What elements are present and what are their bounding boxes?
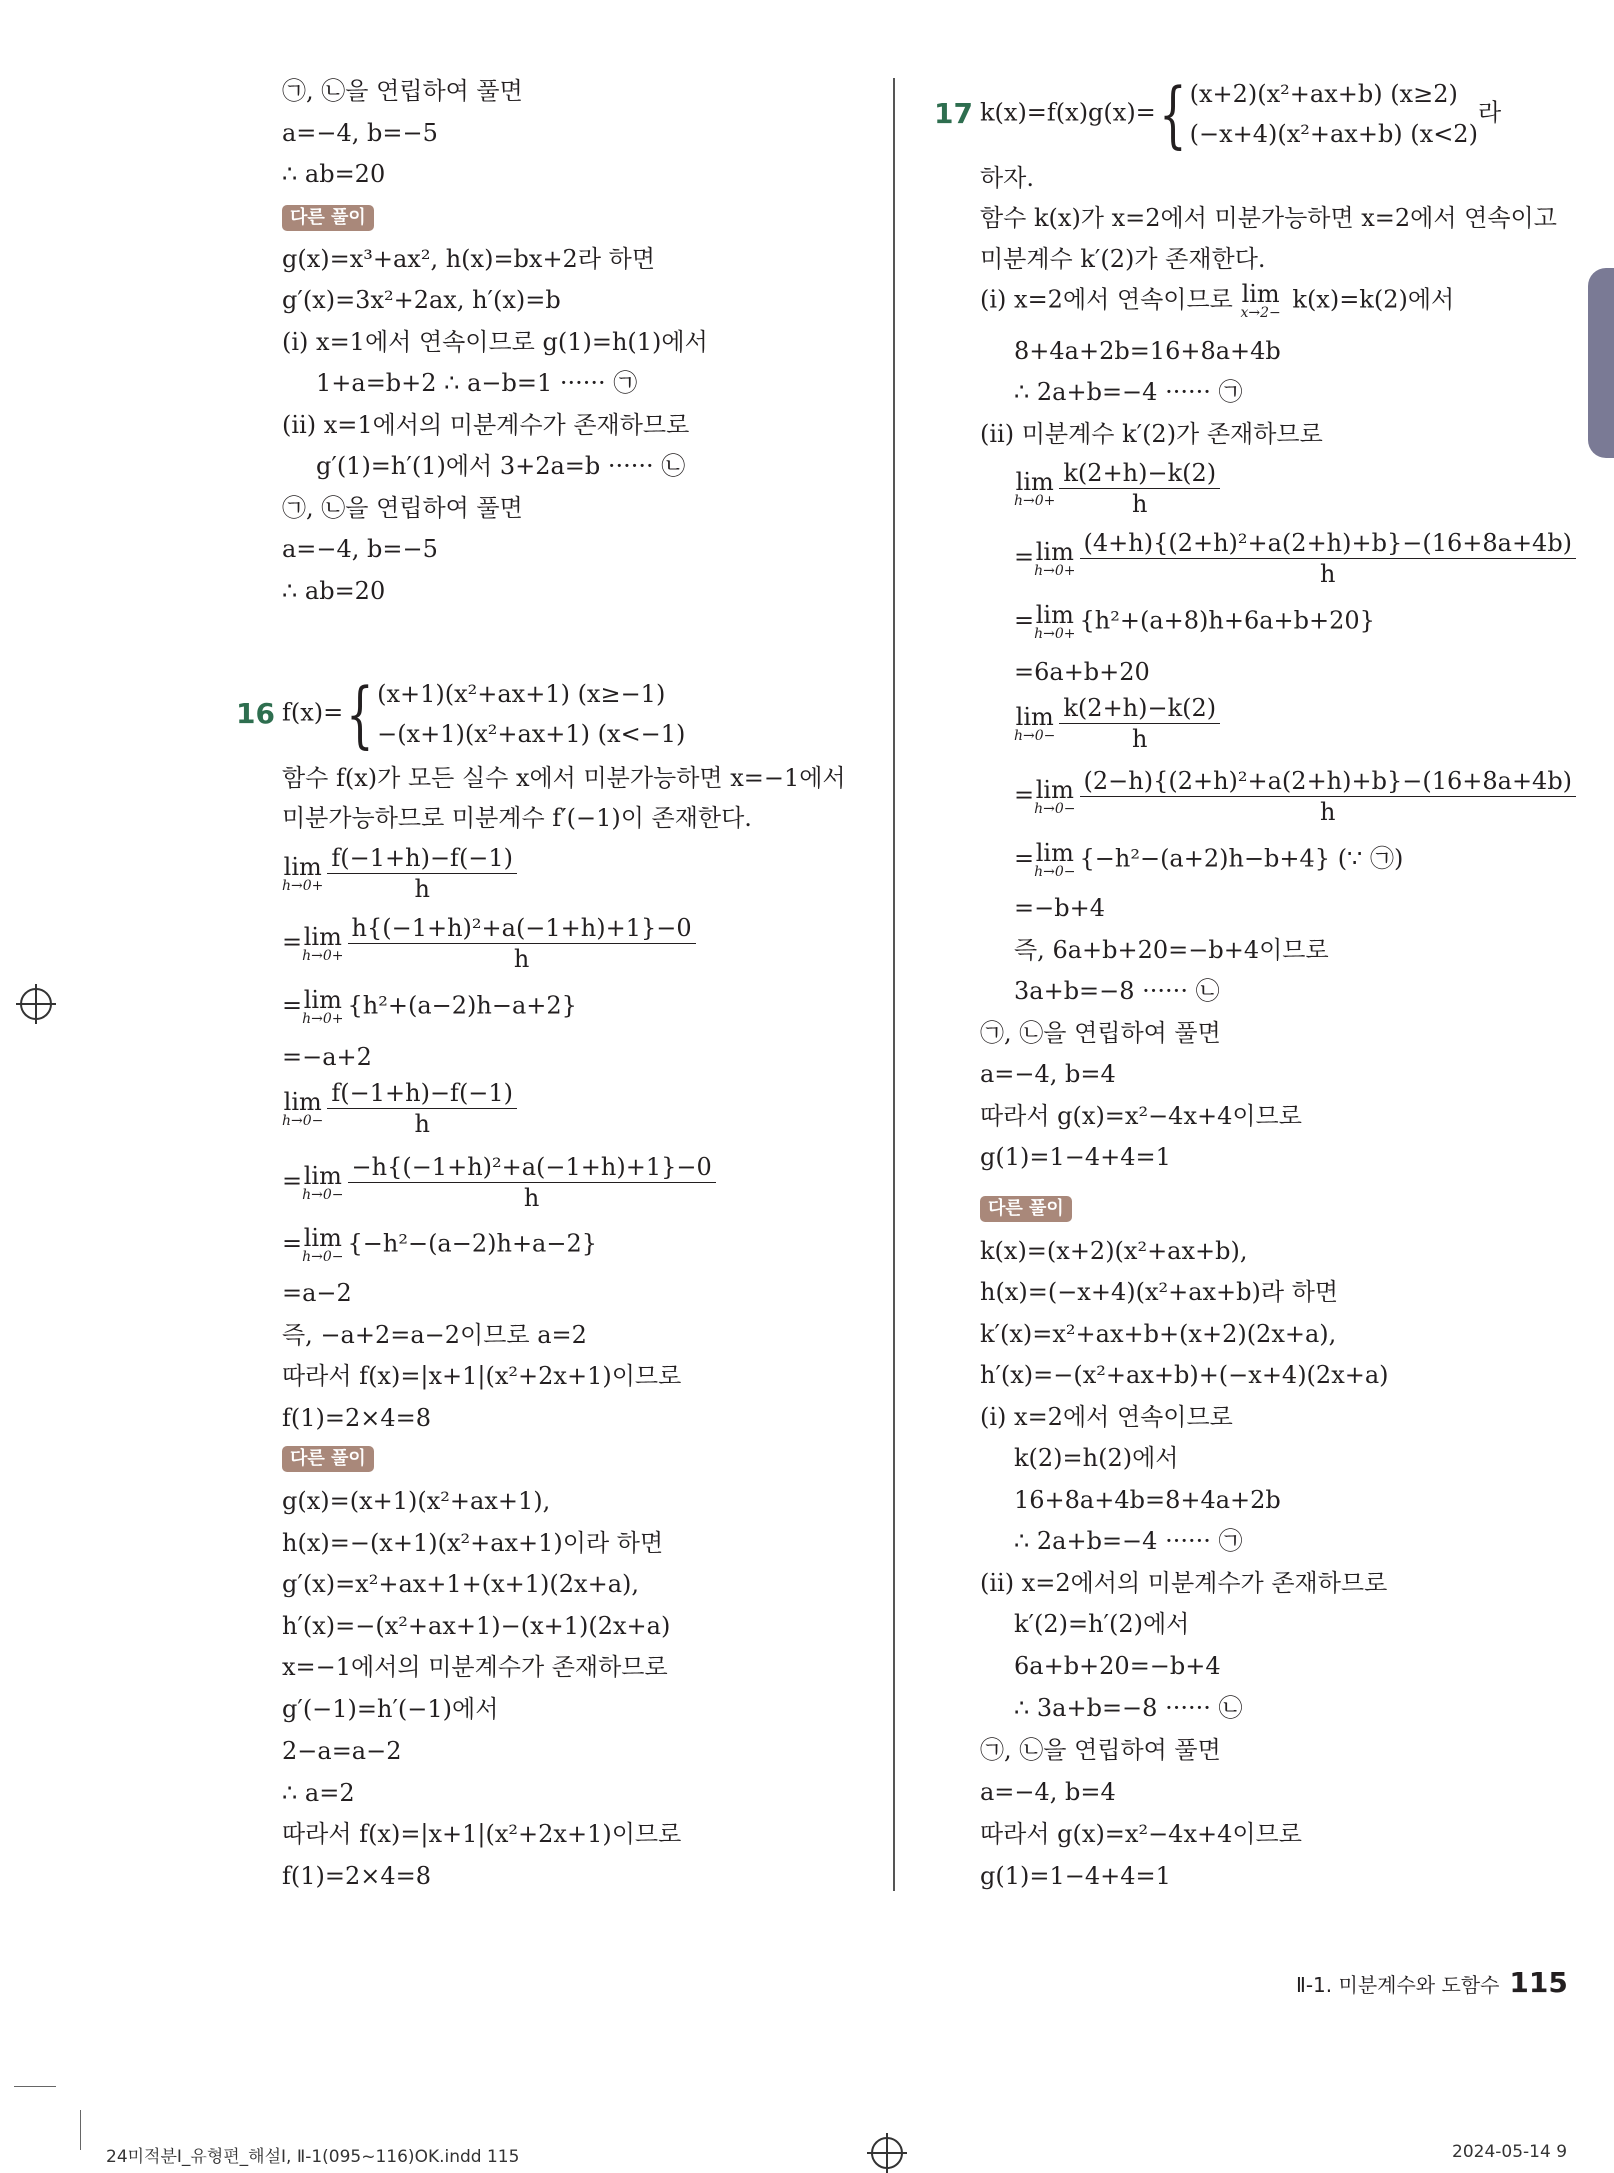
- limit-row: =lim h→0+ $\frac{\text{h\{(−1+h)²+a(−1+h)+1\}−0}}{h}$: [282, 913, 696, 974]
- function-lhs: f(x)=: [282, 698, 344, 727]
- text-line: a=−4, b=−5: [282, 535, 438, 563]
- limit-row: =lim h→0+ {h²+(a+8)h+6a+b+20}: [1014, 601, 1375, 642]
- limit: lim x→2−: [1240, 280, 1281, 321]
- limit-row: =lim h→0− {−h²−(a−2)h+a−2}: [282, 1224, 598, 1265]
- text-line: 16+8a+4b=8+4a+2b: [1014, 1486, 1281, 1514]
- text-line: k(2)=h(2)에서: [1014, 1444, 1179, 1472]
- case-line: (−x+4)(x²+ax+b) (x<2): [1189, 120, 1478, 148]
- limit: lim h→0−: [302, 1224, 344, 1265]
- text-line: g′(−1)=h′(−1)에서: [282, 1695, 499, 1723]
- text-line: ∴ 3a+b=−8 ······ ㉡: [1014, 1694, 1243, 1722]
- fraction: $\frac{k(2+h)-k(2)}{h}$: [1059, 458, 1220, 519]
- text-line: 따라서 g(x)=x²−4x+4이므로: [980, 1820, 1302, 1848]
- text-line: 따라서 f(x)=|x+1|(x²+2x+1)이므로: [282, 1362, 682, 1390]
- limit: lim h→0+: [302, 922, 344, 964]
- text-line: ∴ 2a+b=−4 ······ ㉠: [1014, 378, 1243, 406]
- text-line: ㉠, ㉡을 연립하여 풀면: [980, 1019, 1221, 1047]
- limit-row: =lim h→0− $\frac{\text{−h\{(−1+h)²+a(−1+h)+1\}−0}}{h}$: [282, 1152, 716, 1213]
- limit: lim h→0−: [302, 1161, 344, 1203]
- text-line: ㉠, ㉡을 연립하여 풀면: [282, 494, 523, 522]
- limit-row: [1014, 693, 1220, 754]
- text-line: 함수 k(x)가 x=2에서 미분가능하면 x=2에서 연속이고: [980, 204, 1557, 232]
- text-line: ∴ 2a+b=−4 ······ ㉠: [1014, 1527, 1243, 1555]
- text-line: (ⅰ) x=2에서 연속이므로: [980, 1403, 1233, 1431]
- limit: lim h→0+: [282, 852, 324, 894]
- text-line: a=−4, b=−5: [282, 119, 438, 147]
- print-date: 2024-05-14 9: [1452, 2142, 1568, 2162]
- text-line: ∴ ab=20: [282, 577, 386, 605]
- cases: [1190, 74, 1478, 154]
- text-line: =−b+4: [1014, 894, 1105, 922]
- limit: lim h→0−: [282, 1087, 324, 1129]
- case-line: (x+1)(x²+ax+1) (x≥−1): [377, 680, 666, 708]
- section-title: Ⅱ-1. 미분계수와 도함수: [1296, 1973, 1500, 1997]
- text-line: a=−4, b=4: [980, 1778, 1116, 1806]
- limit-row: (ⅰ) x=2에서 연속이므로 lim x→2− k(x)=k(2)에서: [980, 280, 1455, 321]
- limit: lim h→0+: [302, 986, 344, 1027]
- text-line: h′(x)=−(x²+ax+1)−(x+1)(2x+a): [282, 1612, 671, 1640]
- piecewise-definition: [282, 674, 685, 754]
- text-line: f(1)=2×4=8: [282, 1404, 432, 1432]
- text-line: 미분계수 k′(2)가 존재한다.: [980, 245, 1266, 273]
- text-line: 즉, 6a+b+20=−b+4이므로: [1014, 936, 1329, 964]
- question-number: 17: [934, 97, 973, 130]
- text-line: ∴ a=2: [282, 1779, 355, 1807]
- question-number: 16: [236, 697, 275, 730]
- text-line: h′(x)=−(x²+ax+b)+(−x+4)(2x+a): [980, 1361, 1389, 1389]
- alt-solution-badge: 다른 풀이: [980, 1196, 1072, 1222]
- limit-row: [282, 843, 517, 904]
- limit-row: =lim h→0+ {h²+(a−2)h−a+2}: [282, 986, 577, 1027]
- text-line: a=−4, b=4: [980, 1060, 1116, 1088]
- file-slug: 24미적분Ⅰ_유형편_해설Ⅰ, Ⅱ-1(095~116)OK.indd 115: [106, 2147, 520, 2167]
- limit: lim h→0+: [1014, 467, 1056, 509]
- text-line: k′(x)=x²+ax+b+(x+2)(2x+a),: [980, 1320, 1337, 1348]
- page-footer: [1296, 1966, 1568, 1999]
- limit-row: =lim h→0+ $\frac{\text{(4+h)\{(2+h)²+a(2+h)+b\}−(16+8a+4b)}}{h}$: [1014, 528, 1576, 589]
- text-line: g′(x)=x²+ax+1+(x+1)(2x+a),: [282, 1570, 639, 1598]
- text-line: 8+4a+2b=16+8a+4b: [1014, 337, 1281, 365]
- cases: [377, 674, 685, 754]
- text-line: g(1)=1−4+4=1: [980, 1862, 1171, 1890]
- brace-symbol: {: [346, 672, 374, 756]
- text-line: g′(x)=3x²+2ax, h′(x)=b: [282, 286, 561, 314]
- text-line: 6a+b+20=−b+4: [1014, 1652, 1221, 1680]
- text-line: g(x)=(x+1)(x²+ax+1),: [282, 1487, 551, 1515]
- registration-mark: [871, 2137, 903, 2169]
- limit: lim h→0+: [1034, 537, 1076, 579]
- text-line: h(x)=(−x+4)(x²+ax+b)라 하면: [980, 1278, 1339, 1306]
- registration-mark: [20, 988, 52, 1020]
- limit-row: =lim h→0− {−h²−(a+2)h−b+4} (∵ ㉠): [1014, 839, 1404, 880]
- limit: lim h→0+: [1034, 601, 1076, 642]
- text-line: k(x)=(x+2)(x²+ax+b),: [980, 1237, 1248, 1265]
- text-line: (ⅱ) 미분계수 k′(2)가 존재하므로: [980, 420, 1323, 448]
- case-line: −(x+1)(x²+ax+1) (x<−1): [377, 720, 686, 748]
- text-line: ∴ ab=20: [282, 160, 386, 188]
- text-line: 즉, −a+2=a−2이므로 a=2: [282, 1321, 587, 1349]
- text-line: g′(1)=h′(1)에서 3+2a=b ······ ㉡: [316, 452, 686, 480]
- fraction: $\frac{k(2+h)-k(2)}{h}$: [1059, 693, 1220, 754]
- text-line: ㉠, ㉡을 연립하여 풀면: [980, 1736, 1221, 1764]
- text-line: k′(2)=h′(2)에서: [1014, 1610, 1190, 1638]
- text-line: x=−1에서의 미분계수가 존재하므로: [282, 1653, 668, 1681]
- case-line: (x+2)(x²+ax+b) (x≥2): [1189, 80, 1458, 108]
- section-tab: [1588, 268, 1614, 458]
- limit: lim h→0−: [1014, 702, 1056, 744]
- text-line: 하자.: [980, 164, 1034, 192]
- crop-mark: [80, 2110, 81, 2150]
- column-divider: [893, 78, 895, 1891]
- text-line: =a−2: [282, 1279, 352, 1307]
- fraction: $\frac{\text{(4+h)\{(2+h)²+a(2+h)+b\}−(16+8a+4b)}}{h}$: [1080, 528, 1577, 589]
- limit-row: [282, 1078, 517, 1139]
- text-line: (ⅰ) x=1에서 연속이므로 g(1)=h(1)에서: [282, 328, 708, 356]
- text-line: f(1)=2×4=8: [282, 1862, 432, 1890]
- fraction: $\frac{f(-1+h)-f(-1)}{h}$: [327, 843, 517, 904]
- fraction: $\frac{\text{h\{(−1+h)²+a(−1+h)+1\}−0}}{h}$: [348, 913, 696, 974]
- text-line: =6a+b+20: [1014, 658, 1150, 686]
- text-line: 따라서 g(x)=x²−4x+4이므로: [980, 1102, 1302, 1130]
- function-lhs: k(x)=f(x)g(x)=: [980, 98, 1156, 127]
- text-line: h(x)=−(x+1)(x²+ax+1)이라 하면: [282, 1529, 664, 1557]
- brace-symbol: {: [1158, 72, 1187, 156]
- limit-row: =lim h→0− $\frac{\text{(2−h)\{(2+h)²+a(2+h)+b\}−(16+8a+4b)}}{h}$: [1014, 766, 1576, 827]
- alt-solution-badge: 다른 풀이: [282, 205, 374, 231]
- text-line: g(1)=1−4+4=1: [980, 1143, 1171, 1171]
- text-line: 미분가능하므로 미분계수 f′(−1)이 존재한다.: [282, 804, 752, 832]
- text-line: 2−a=a−2: [282, 1737, 402, 1765]
- text-line: ㉠, ㉡을 연립하여 풀면: [282, 77, 523, 105]
- text-line: 함수 f(x)가 모든 실수 x에서 미분가능하면 x=−1에서: [282, 764, 846, 792]
- text-line: 3a+b=−8 ······ ㉡: [1014, 977, 1220, 1005]
- limit-row: [1014, 458, 1220, 519]
- text-line: 따라서 f(x)=|x+1|(x²+2x+1)이므로: [282, 1820, 682, 1848]
- text-line: g(x)=x³+ax², h(x)=bx+2라 하면: [282, 245, 656, 273]
- piecewise-definition: [980, 74, 1501, 154]
- text-line: (ⅱ) x=2에서의 미분계수가 존재하므로: [980, 1569, 1388, 1597]
- text-line: (ⅱ) x=1에서의 미분계수가 존재하므로: [282, 411, 690, 439]
- alt-solution-badge: 다른 풀이: [282, 1446, 374, 1472]
- fraction: $\frac{f(-1+h)-f(-1)}{h}$: [327, 1078, 517, 1139]
- text-line: =−a+2: [282, 1043, 372, 1071]
- suffix: 라: [1477, 98, 1502, 127]
- page-number: 115: [1509, 1966, 1568, 1999]
- crop-mark: [14, 2086, 56, 2087]
- fraction: $\frac{\text{(2−h)\{(2+h)²+a(2+h)+b\}−(16+8a+4b)}}{h}$: [1080, 766, 1577, 827]
- fraction: $\frac{\text{−h\{(−1+h)²+a(−1+h)+1\}−0}}{h}$: [348, 1152, 716, 1213]
- limit: lim h→0−: [1034, 839, 1076, 880]
- limit: lim h→0−: [1034, 775, 1076, 817]
- text-line: 1+a=b+2 ∴ a−b=1 ······ ㉠: [316, 369, 638, 397]
